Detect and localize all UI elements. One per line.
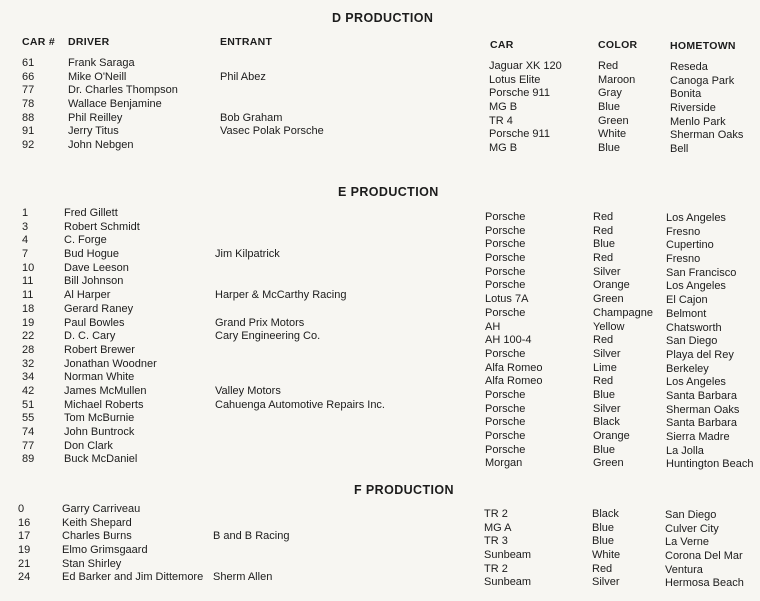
cell: 28: [22, 343, 35, 356]
cell: Red: [592, 562, 613, 575]
cell: Sherman Oaks: [670, 129, 744, 142]
cell: Tom McBurnie: [64, 412, 135, 425]
f-drivers: [62, 503, 203, 585]
cell: John Nebgen: [68, 139, 134, 152]
cell: Robert Brewer: [64, 343, 135, 356]
cell: Porsche: [485, 347, 526, 360]
cell: 22: [22, 330, 35, 343]
cell: [220, 84, 324, 98]
cell: Culver City: [665, 522, 719, 535]
cell: 78: [22, 98, 35, 111]
cell: James McMullen: [64, 384, 147, 397]
cell: Silver: [593, 265, 621, 278]
cell: Red: [593, 211, 614, 223]
cell: 32: [22, 357, 35, 370]
cell: 0: [18, 503, 25, 515]
cell: Red: [593, 334, 614, 347]
cell: Maroon: [598, 73, 636, 86]
cell: [215, 234, 385, 248]
cell: Cary Engineering Co.: [215, 330, 321, 343]
cell: Porsche 911: [489, 87, 550, 100]
cell: 11: [22, 289, 34, 302]
cell: White: [592, 549, 621, 562]
cell: Belmont: [666, 307, 707, 320]
cell: Dr. Charles Thompson: [68, 84, 178, 97]
f-car-numbers: [18, 503, 30, 585]
cell: Yellow: [593, 320, 625, 333]
cell: [213, 503, 289, 517]
cell: Red: [598, 60, 619, 72]
cell: Silver: [593, 347, 621, 360]
cell: Harper & McCarthy Racing: [215, 289, 347, 302]
cell: Sherm Allen: [213, 571, 273, 584]
section-title-e: E PRODUCTION: [338, 185, 439, 199]
cell: Mike O'Neill: [68, 70, 127, 83]
cell: Green: [598, 114, 629, 127]
cell: Cupertino: [666, 239, 714, 252]
cell: Bob Graham: [220, 111, 283, 124]
cell: Phil Abez: [220, 70, 266, 83]
cell: Grand Prix Motors: [215, 316, 305, 329]
cell: C. Forge: [64, 234, 107, 247]
cell: [215, 412, 385, 426]
cell: D. C. Cary: [64, 330, 116, 343]
cell: MG A: [484, 521, 512, 534]
cell: [215, 453, 385, 467]
cell: MG B: [489, 101, 518, 114]
cell: Porsche: [485, 430, 526, 442]
header-driver: DRIVER: [68, 36, 110, 48]
cell: Jonathan Woodner: [64, 357, 157, 370]
cell: Canoga Park: [670, 74, 735, 87]
cell: 92: [22, 139, 35, 152]
cell: Bud Hogue: [64, 248, 120, 261]
cell: 66: [22, 70, 35, 83]
cell: Bell: [670, 143, 689, 156]
cell: Blue: [598, 142, 621, 155]
cell: Elmo Grimsgaard: [62, 544, 148, 557]
cell: John Buntrock: [64, 426, 135, 438]
cell: [215, 344, 385, 358]
cell: Red: [593, 252, 614, 265]
cell: Blue: [592, 535, 615, 548]
cell: Wallace Benjamine: [68, 98, 162, 111]
cell: 4: [22, 234, 29, 247]
cell: [213, 517, 289, 531]
cell: Porsche: [485, 238, 526, 251]
cell: 19: [22, 316, 35, 329]
cell: Dave Leeson: [64, 261, 129, 274]
cell: Buck McDaniel: [64, 453, 138, 466]
cell: Porsche: [485, 265, 526, 278]
f-entrants: [213, 503, 289, 585]
cell: Los Angeles: [666, 280, 726, 293]
cell: [215, 275, 385, 289]
cell: Porsche: [485, 252, 526, 265]
cell: Porsche: [485, 279, 526, 292]
header-car-number: CAR #: [22, 36, 56, 48]
cell: Garry Carriveau: [62, 503, 141, 515]
d-drivers: [68, 57, 178, 153]
cell: Santa Barbara: [666, 417, 737, 430]
d-car-numbers: [22, 57, 34, 153]
d-hometowns: [670, 61, 743, 157]
cell: 91: [22, 125, 35, 138]
cell: [215, 303, 385, 317]
cell: TR 4: [489, 114, 513, 127]
cell: Champagne: [593, 306, 653, 319]
cell: Porsche 911: [489, 128, 550, 141]
cell: Lotus 7A: [485, 293, 529, 306]
cell: Ed Barker and Jim Dittemore: [62, 571, 204, 584]
cell: Bonita: [670, 88, 702, 101]
cell: Gray: [598, 87, 622, 100]
cell: [215, 440, 385, 454]
cell: 16: [18, 516, 31, 529]
cell: Red: [593, 375, 614, 388]
cell: Fresno: [666, 225, 701, 238]
cell: Playa del Rey: [666, 348, 734, 361]
cell: Los Angeles: [666, 212, 726, 224]
cell: TR 2: [484, 508, 508, 520]
cell: Blue: [593, 388, 616, 401]
cell: [213, 544, 289, 558]
cell: Riverside: [670, 102, 716, 115]
e-drivers: [64, 207, 157, 467]
e-entrants: [215, 207, 385, 467]
cell: Ventura: [665, 563, 703, 576]
cell: Valley Motors: [215, 384, 281, 397]
cell: Green: [593, 293, 624, 306]
cell: Sherman Oaks: [666, 403, 740, 416]
cell: 10: [22, 261, 35, 274]
cell: Blue: [592, 521, 615, 534]
cell: Green: [593, 457, 624, 470]
header-hometown: HOMETOWN: [670, 40, 736, 52]
cell: Menlo Park: [670, 115, 726, 128]
cell: MG B: [489, 142, 518, 155]
cell: AH 100-4: [485, 334, 532, 347]
cell: 24: [18, 571, 31, 584]
cell: Black: [593, 416, 620, 429]
f-cars: [484, 508, 531, 590]
cell: [220, 98, 324, 112]
cell: [220, 139, 324, 153]
cell: Bill Johnson: [64, 275, 124, 288]
cell: Alfa Romeo: [485, 361, 543, 374]
cell: 61: [22, 57, 35, 69]
cell: Blue: [598, 101, 621, 114]
e-colors: [593, 211, 653, 471]
cell: Sierra Madre: [666, 431, 730, 443]
cell: Cahuenga Automotive Repairs Inc.: [215, 398, 385, 411]
cell: Alfa Romeo: [485, 375, 543, 388]
cell: Paul Bowles: [64, 316, 125, 329]
cell: 1: [22, 207, 29, 219]
cell: White: [598, 128, 627, 141]
cell: Sunbeam: [484, 576, 532, 589]
cell: [215, 207, 385, 221]
cell: Blue: [593, 443, 616, 456]
cell: Jim Kilpatrick: [215, 248, 280, 261]
cell: [215, 371, 385, 385]
cell: Phil Reilley: [68, 111, 123, 124]
cell: [215, 426, 385, 440]
cell: Lotus Elite: [489, 73, 541, 86]
cell: La Verne: [665, 536, 710, 549]
cell: Jaguar XK 120: [489, 60, 562, 72]
cell: 21: [18, 557, 31, 570]
cell: Al Harper: [64, 289, 111, 302]
cell: 55: [22, 412, 35, 425]
cell: Fresno: [666, 253, 701, 266]
cell: 17: [18, 530, 31, 543]
d-entrants: [220, 57, 324, 153]
cell: Blue: [593, 238, 616, 251]
section-title-f: F PRODUCTION: [354, 483, 454, 497]
f-colors: [592, 508, 620, 590]
cell: Norman White: [64, 371, 135, 384]
cell: Hermosa Beach: [665, 577, 744, 590]
header-car: CAR: [490, 39, 514, 51]
cell: [215, 221, 385, 235]
cell: [215, 262, 385, 276]
cell: Keith Shepard: [62, 516, 132, 529]
cell: 89: [22, 453, 35, 466]
cell: 88: [22, 111, 35, 124]
cell: Silver: [592, 576, 620, 589]
cell: 77: [22, 439, 35, 452]
cell: Frank Saraga: [68, 57, 135, 69]
d-colors: [598, 60, 635, 156]
cell: 18: [22, 302, 35, 315]
cell: Santa Barbara: [666, 389, 737, 402]
cell: Stan Shirley: [62, 557, 122, 570]
d-cars: [489, 60, 562, 156]
cell: Orange: [593, 279, 630, 292]
cell: Corona Del Mar: [665, 550, 743, 563]
cell: Robert Schmidt: [64, 220, 140, 233]
cell: La Jolla: [666, 444, 704, 457]
cell: Porsche: [485, 211, 526, 223]
cell: Fred Gillett: [64, 207, 118, 219]
cell: Michael Roberts: [64, 398, 144, 411]
cell: San Diego: [665, 509, 717, 521]
cell: Jerry Titus: [68, 125, 119, 138]
cell: 51: [22, 398, 35, 411]
cell: Lime: [593, 361, 617, 374]
cell: 11: [22, 275, 34, 288]
cell: Charles Burns: [62, 530, 132, 543]
cell: 77: [22, 84, 35, 97]
cell: Berkeley: [666, 362, 709, 375]
cell: San Diego: [666, 335, 718, 348]
cell: TR 2: [484, 562, 508, 575]
cell: Reseda: [670, 61, 708, 73]
cell: Gerard Raney: [64, 302, 134, 315]
cell: [215, 358, 385, 372]
cell: Orange: [593, 430, 630, 442]
cell: Black: [592, 508, 619, 520]
cell: 42: [22, 384, 35, 397]
cell: Porsche: [485, 443, 526, 456]
cell: Red: [593, 224, 614, 237]
cell: 3: [22, 220, 29, 233]
e-hometowns: [666, 212, 753, 472]
cell: Morgan: [485, 457, 523, 470]
cell: 34: [22, 371, 35, 384]
cell: El Cajon: [666, 294, 708, 307]
header-entrant: ENTRANT: [220, 36, 273, 48]
cell: Porsche: [485, 388, 526, 401]
cell: Porsche: [485, 224, 526, 237]
cell: Huntington Beach: [666, 458, 754, 471]
cell: Porsche: [485, 416, 526, 429]
cell: 19: [18, 544, 31, 557]
cell: 7: [22, 248, 29, 261]
cell: San Francisco: [666, 266, 737, 279]
e-cars: [485, 211, 542, 471]
header-color: COLOR: [598, 39, 638, 51]
f-hometowns: [665, 509, 744, 591]
cell: TR 3: [484, 535, 508, 548]
cell: Don Clark: [64, 439, 113, 452]
cell: [213, 558, 289, 572]
cell: AH: [485, 320, 501, 333]
cell: B and B Racing: [213, 530, 290, 543]
cell: Silver: [593, 402, 621, 415]
cell: Sunbeam: [484, 549, 532, 562]
cell: Porsche: [485, 306, 526, 319]
cell: Los Angeles: [666, 376, 726, 389]
section-title-d: D PRODUCTION: [332, 11, 434, 25]
cell: Vasec Polak Porsche: [220, 125, 324, 138]
cell: [220, 57, 324, 71]
cell: Chatsworth: [666, 321, 722, 334]
e-car-numbers: [22, 207, 34, 467]
cell: 74: [22, 426, 35, 438]
cell: Porsche: [485, 402, 526, 415]
